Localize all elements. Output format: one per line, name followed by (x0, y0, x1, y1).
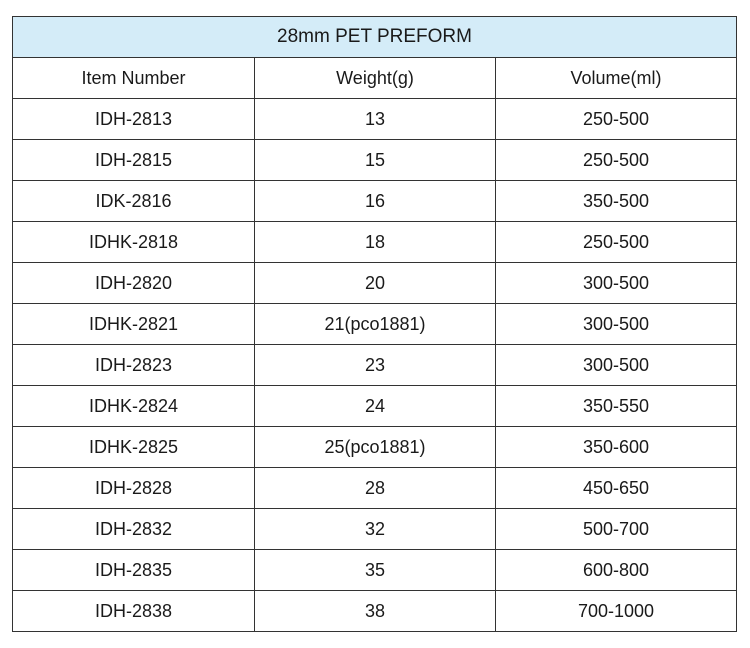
header-weight: Weight(g) (255, 58, 496, 99)
cell-volume: 300-500 (496, 304, 737, 345)
cell-item-number: IDH-2828 (13, 468, 255, 509)
preform-table-container (12, 16, 736, 632)
cell-weight: 28 (255, 468, 496, 509)
preform-spec-table (12, 16, 737, 632)
table-row (13, 550, 737, 591)
table-row (13, 591, 737, 632)
table-row (13, 386, 737, 427)
cell-item-number: IDH-2815 (13, 140, 255, 181)
cell-volume: 250-500 (496, 99, 737, 140)
table-row (13, 509, 737, 550)
cell-volume: 450-650 (496, 468, 737, 509)
cell-weight: 15 (255, 140, 496, 181)
cell-weight: 13 (255, 99, 496, 140)
cell-weight: 18 (255, 222, 496, 263)
cell-item-number: IDHK-2818 (13, 222, 255, 263)
cell-volume: 350-550 (496, 386, 737, 427)
cell-item-number: IDHK-2824 (13, 386, 255, 427)
table-row (13, 181, 737, 222)
cell-volume: 250-500 (496, 222, 737, 263)
cell-weight: 16 (255, 181, 496, 222)
cell-volume: 500-700 (496, 509, 737, 550)
table-row (13, 345, 737, 386)
table-title: 28mm PET PREFORM (13, 17, 737, 58)
cell-volume: 350-500 (496, 181, 737, 222)
cell-weight: 23 (255, 345, 496, 386)
cell-volume: 700-1000 (496, 591, 737, 632)
cell-item-number: IDH-2813 (13, 99, 255, 140)
cell-weight: 38 (255, 591, 496, 632)
cell-weight: 35 (255, 550, 496, 591)
cell-item-number: IDH-2832 (13, 509, 255, 550)
table-row (13, 427, 737, 468)
cell-volume: 350-600 (496, 427, 737, 468)
cell-item-number: IDHK-2821 (13, 304, 255, 345)
table-row (13, 140, 737, 181)
cell-weight: 21(pco1881) (255, 304, 496, 345)
cell-weight: 25(pco1881) (255, 427, 496, 468)
table-row (13, 468, 737, 509)
cell-weight: 24 (255, 386, 496, 427)
header-volume: Volume(ml) (496, 58, 737, 99)
cell-volume: 300-500 (496, 345, 737, 386)
cell-item-number: IDH-2820 (13, 263, 255, 304)
table-row (13, 222, 737, 263)
cell-weight: 20 (255, 263, 496, 304)
cell-volume: 600-800 (496, 550, 737, 591)
table-header-row (13, 58, 737, 99)
cell-volume: 300-500 (496, 263, 737, 304)
cell-item-number: IDHK-2825 (13, 427, 255, 468)
cell-item-number: IDH-2838 (13, 591, 255, 632)
table-row (13, 304, 737, 345)
cell-item-number: IDH-2823 (13, 345, 255, 386)
cell-item-number: IDH-2835 (13, 550, 255, 591)
cell-weight: 32 (255, 509, 496, 550)
cell-item-number: IDK-2816 (13, 181, 255, 222)
table-row (13, 99, 737, 140)
table-title-row (13, 17, 737, 58)
header-item-number: Item Number (13, 58, 255, 99)
cell-volume: 250-500 (496, 140, 737, 181)
table-row (13, 263, 737, 304)
